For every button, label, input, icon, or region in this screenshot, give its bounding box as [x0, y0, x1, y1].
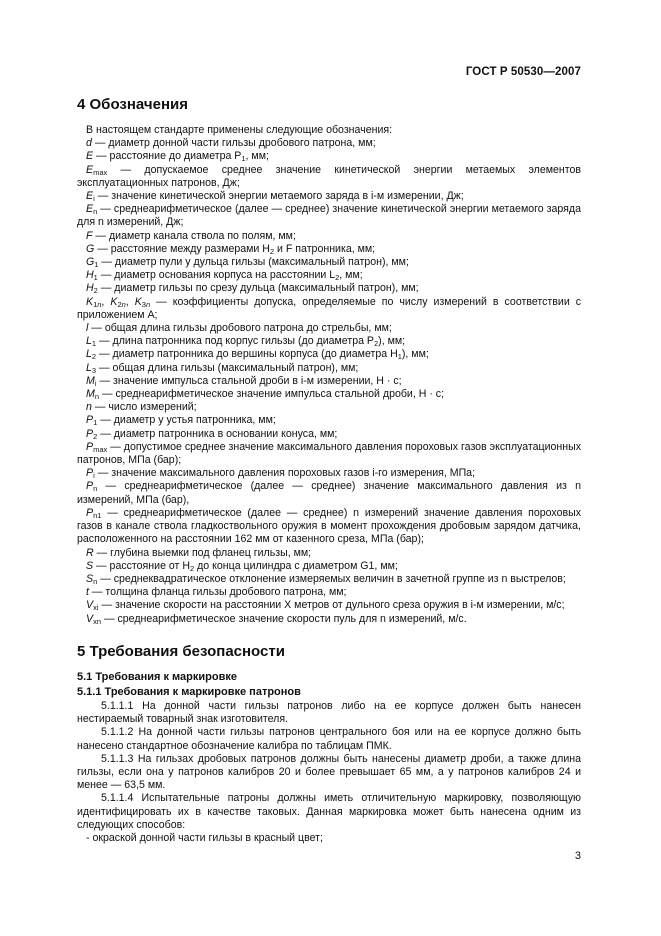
symbol-definition: $S_n$ — среднеквадратическое отклонение измеряемых величин в зачетной группе из n выстрелов; — [86, 572, 566, 586]
symbol-definition: $H_2$ — диаметр гильзы по срезу дульца (максимальный патрон), мм; — [86, 282, 419, 296]
symbol-list — [77, 137, 581, 626]
symbol-definition: $M_n$ — среднеарифметическое значение импульса стальной дроби, Н · с; — [86, 388, 445, 402]
symbol-definition: E — расстояние до диаметра $P_1$, мм; — [86, 150, 269, 164]
section-5-body — [77, 700, 581, 845]
symbol-definition: n — число измерений; — [86, 401, 197, 414]
section-4-intro: В настоящем стандарте применены следующие обозначения: — [86, 124, 393, 136]
symbol-definition: $E_n$ — среднеарифметическое (далее — среднее) значение кинетической энергии метаемого заряда для n измерений, Дж; — [77, 203, 581, 229]
symbol-definition: $G_1$ — диаметр пули у дульца гильзы (максимальный патрон), мм; — [86, 256, 409, 270]
symbol-definition: $P_i$ — значение максимального давления пороховых газов i-го измерения, МПа; — [86, 467, 476, 481]
symbol-definition: $L_3$ — общая длина гильзы (максимальный патрон), мм; — [86, 361, 359, 375]
page-number: 3 — [574, 850, 581, 862]
section-5-title: 5 Требования безопасности — [77, 643, 285, 660]
symbol-definition: G — расстояние между размерами $H_2$ и F патронника, мм; — [86, 242, 376, 256]
symbol-definition: $K_{1n}$, $K_{2n}$, $K_{3n}$ — коэффициенты допуска, определяемые по числу измерений в соответствии с приложением А; — [77, 295, 582, 321]
paragraph-5-1-1-4: 5.1.1.4 Испытательные патроны должны иметь отличительную маркировку, позволяющую идентифицировать их в качестве таковых. Данная маркировка может быть нанесена одним из следующих способов: — [77, 792, 581, 831]
symbol-definition: $L_2$ — диаметр патронника до вершины корпуса (до диаметра $H_1$), мм; — [86, 348, 429, 362]
symbol-definition: $V_{xn}$ — среднеарифметическое значение скорости пуль для n измерений, м/с. — [86, 612, 467, 626]
subsection-5-1-title: 5.1 Требования к маркировке — [77, 671, 237, 683]
symbol-definition: $P_1$ — диаметр у устья патронника, мм; — [86, 414, 276, 428]
symbol-definition: $P_{max}$ — допустимое среднее значение максимального давления пороховых газов эксплуатационных патронов, МПа (бар); — [77, 440, 581, 467]
symbol-definition: $P_n$ — среднеарифметическое (далее — среднее) значение максимального давления из n измерений, МПа (бар), — [77, 480, 581, 506]
document-header: ГОСТ Р 50530—2007 — [465, 66, 581, 78]
symbol-definition: t — толщина фланца гильзы дробового патрона, мм; — [86, 586, 347, 599]
symbol-definition: S — расстояние от $H_2$ до конца цилиндра с диаметром G1, мм; — [86, 559, 398, 573]
subsection-5-1-1-title: 5.1.1 Требования к маркировке патронов — [77, 686, 301, 698]
section-4-title: 4 Обозначения — [77, 96, 188, 113]
symbol-definition: F — диаметр канала ствола по полям, мм; — [86, 229, 296, 242]
symbol-definition: $E_{max}$ — допускаемое среднее значение кинетической энергии метаемых элементов эксплуатационных патронов, Дж; — [77, 163, 581, 189]
symbol-definition: $P_2$ — диаметр патронника в основании конуса, мм; — [86, 427, 338, 441]
symbol-definition: R — глубина выемки под фланец гильзы, мм; — [86, 546, 312, 559]
symbol-definition: l — общая длина гильзы дробового патрона до стрельбы, мм; — [86, 322, 392, 335]
symbol-definition: $H_1$ — диаметр основания корпуса на расстоянии $L_2$, мм; — [86, 269, 363, 283]
paragraph-5-1-1-2: 5.1.1.2 На донной части гильзы патронов центрального боя или на ее корпусе должно быть нанесено стандартное обозначение калибра по таблицам ПМК. — [77, 726, 581, 752]
symbol-definition: $P_{n1}$ — среднеарифметическое (далее — среднее) n измерений значение давления пороховых газов в канале ствола гладкоствольного оружия в момент прохождения дробовым зарядом датчика, расположенного на расстоянии 162 мм от казенного среза, МПа (бар); — [77, 506, 581, 546]
paragraph-5-1-1-3: 5.1.1.3 На гильзах дробовых патронов должны быть нанесены диаметр дроби, а также длина гильзы, если она у патронов калибров 20 и более превышает 65 мм, а у патронов калибров 24 и менее — 63,5 мм. — [77, 752, 581, 792]
section-4-body — [77, 124, 581, 626]
bullet-item: - окраской донной части гильзы в красный цвет; — [86, 832, 323, 845]
symbol-definition: $V_{xi}$ — значение скорости на расстоянии X метров от дульного среза оружия в i-м измерении, м/с; — [86, 599, 565, 613]
symbol-definition: $L_1$ — длина патронника под корпус гильзы (до диаметра $P_2$), мм; — [86, 335, 406, 349]
symbol-definition: $M_i$ — значение импульса стальной дроби в i-м измерении, Н · с; — [86, 374, 402, 388]
paragraph-5-1-1-1: 5.1.1.1 На донной части гильзы патронов либо на ее корпусе должен быть нанесен нестираемый товарный знак изготовителя. — [77, 700, 581, 726]
symbol-definition: $E_i$ — значение кинетической энергии метаемого заряда в i-м измерении, Дж; — [86, 190, 464, 204]
symbol-definition: d — диаметр донной части гильзы дробового патрона, мм; — [86, 137, 376, 150]
